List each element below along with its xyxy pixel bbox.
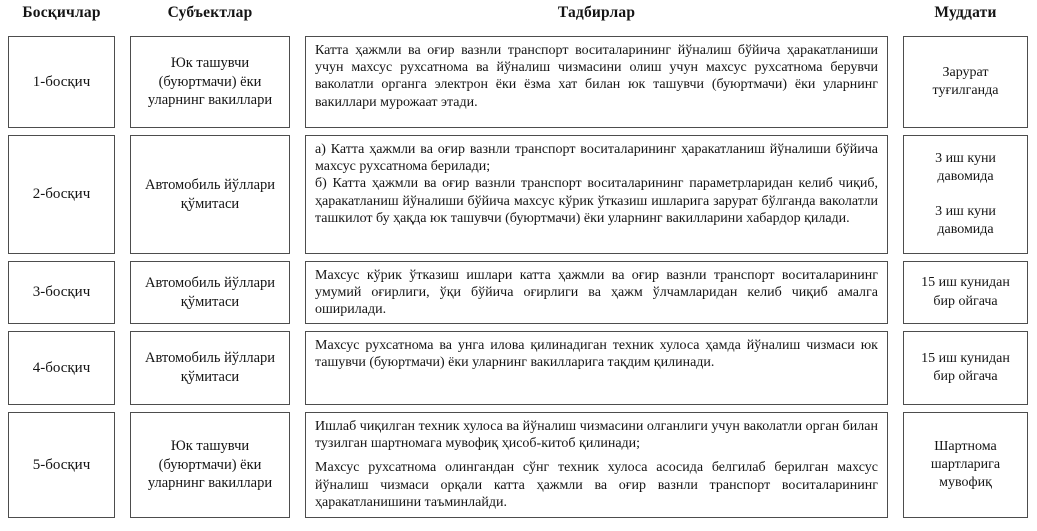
column-header-stages: Босқичлар [22, 4, 101, 21]
stage-cell-1: 1-босқич [8, 36, 115, 128]
activity-paragraph: Махсус кўрик ўтказиш ишлари катта ҳажмли ва оғир вазнли транспорт воситаларининг умумий оғирлиги, ўқи бўйича оғирлиги ва ҳажм ўлчамларидан келиб чиқиб амалга оширилади. [315, 268, 878, 318]
stage-cell-3: 3-босқич [8, 261, 115, 324]
subject-cell-5: Юк ташувчи (буюртмачи) ёки уларнинг вакиллари [130, 412, 290, 518]
activity-paragraph: Махсус рухсатнома ва унга илова қилинадиган техник хулоса ҳамда йўналиш чизмаси юк ташувчи (буюртмачи) ёки уларнинг вакилларига тақдим қилинади. [315, 338, 878, 371]
activities-cell-4 [305, 331, 888, 405]
activity-paragraph: Махсус рухсатнома олингандан сўнг техник хулоса асосида белгилаб берилган махсус йўналиш чизмаси орқали катта ҳажмли ва оғир вазнли транспорт воситаларининг ҳаракатланишини таъминлайди. [315, 460, 878, 510]
duration-cell-4 [903, 331, 1028, 405]
subject-cell-2: Автомобиль йўллари қўмитаси [130, 135, 290, 254]
duration-cell-5 [903, 412, 1028, 518]
duration-text: Шартнома шартларига мувофиқ [930, 438, 1001, 491]
duration-text: 3 иш куни давомида [935, 150, 996, 184]
activities-cell-1 [305, 36, 888, 128]
column-header-duration: Муддати [934, 4, 997, 21]
duration-text: 15 иш кунидан бир ойгача [921, 275, 1010, 309]
subject-cell-4: Автомобиль йўллари қўмитаси [130, 331, 290, 405]
subject-cell-3: Автомобиль йўллари қўмитаси [130, 261, 290, 324]
activities-cell-3 [305, 261, 888, 324]
duration-text: 15 иш кунидан бир ойгача [921, 350, 1010, 384]
activity-paragraph: б) Катта ҳажмли ва оғир вазнли транспорт воситаларининг параметрларидан келиб чиқиб, ҳаракатланиш йўналиши бўйича махсус кўрик ўтказиш ишларига зарурат бўлганда ваколатли ташкилот бу ҳақда юк ташувчи (буюртмачи) ёки уларнинг вакилларини хабардор қилади. [315, 176, 878, 226]
duration-text: 3 иш куни давомида [935, 204, 996, 238]
activities-cell-2 [305, 135, 888, 254]
duration-cell-1 [903, 36, 1028, 128]
subject-cell-1: Юк ташувчи (буюртмачи) ёки уларнинг вакиллари [130, 36, 290, 128]
stage-cell-5: 5-босқич [8, 412, 115, 518]
process-table [8, 4, 1037, 518]
duration-cell-3 [903, 261, 1028, 324]
stage-cell-2: 2-босқич [8, 135, 115, 254]
duration-text: Зарурат туғилганда [932, 64, 999, 98]
activities-cell-5 [305, 412, 888, 518]
column-header-subjects: Субъектлар [167, 4, 253, 21]
stage-cell-4: 4-босқич [8, 331, 115, 405]
activity-paragraph: а) Катта ҳажмли ва оғир вазнли транспорт воситаларининг ҳаракатланиш йўналиши бўйича махсус рухсатнома берилади; [315, 142, 878, 175]
column-header-activities: Тадбирлар [557, 4, 636, 21]
activity-paragraph: Катта ҳажмли ва оғир вазнли транспорт воситаларининг йўналиш бўйича ҳаракатланиши учун махсус рухсатнома ва йўналиш чизмасини олиш учун махсус рухсатнома берувчи ваколатли органга электрон ёки ёзма хат билан юк ташувчи (буюртмачи) ёки уларнинг вакиллари мурожаат этади. [315, 43, 878, 110]
duration-cell-2 [903, 135, 1028, 254]
activity-paragraph: Ишлаб чиқилган техник хулоса ва йўналиш чизмасини олганлиги учун ваколатли орган билан тузилган шартномага мувофиқ ҳисоб-китоб қилинади; [315, 419, 878, 452]
